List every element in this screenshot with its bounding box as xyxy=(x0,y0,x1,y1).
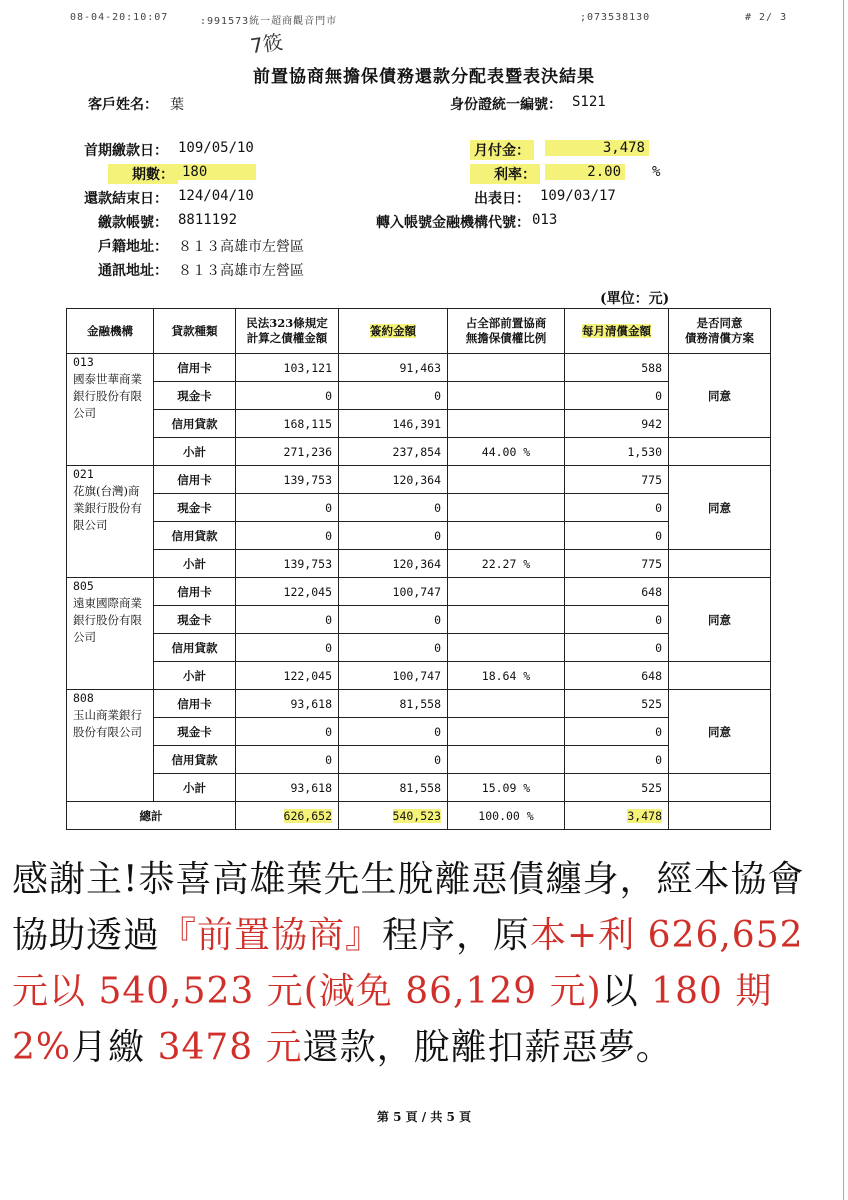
table-row xyxy=(67,382,771,410)
header-agree: 是否同意 債務清償方案 xyxy=(669,309,771,354)
loan-type-cell: 小計 xyxy=(154,550,236,578)
monthly-label: 月付金： xyxy=(470,140,534,160)
ratio-cell xyxy=(448,746,565,774)
contract-amount-cell: 0 xyxy=(339,494,448,522)
loan-type-cell: 小計 xyxy=(154,438,236,466)
table-row xyxy=(67,578,771,606)
monthly-cell: 648 xyxy=(565,662,669,690)
rate-value: 2.00 xyxy=(545,164,625,180)
table-row xyxy=(67,466,771,494)
page-title: 前置協商無擔保債務還款分配表暨表決結果 xyxy=(253,67,595,87)
issue-date-value: 109/03/17 xyxy=(540,188,616,204)
table-row xyxy=(67,634,771,662)
contract-amount-cell: 100,747 xyxy=(339,662,448,690)
legal-amount-cell: 0 xyxy=(236,746,339,774)
handwritten-scribble: 7筱 xyxy=(248,29,285,59)
table-row xyxy=(67,410,771,438)
loan-type-cell: 信用卡 xyxy=(154,690,236,718)
ratio-cell xyxy=(448,466,565,494)
ratio-cell xyxy=(448,410,565,438)
table-row xyxy=(67,662,771,690)
empty-cell xyxy=(669,662,771,690)
institution-cell: 808 玉山商業銀行股份有限公司 xyxy=(67,690,154,802)
monthly-cell: 525 xyxy=(565,690,669,718)
legal-amount-cell: 122,045 xyxy=(236,578,339,606)
loan-type-cell: 信用貸款 xyxy=(154,746,236,774)
total-label: 總計 xyxy=(67,802,236,830)
table-row xyxy=(67,774,771,802)
legal-amount-cell: 139,753 xyxy=(236,550,339,578)
periods-label: 期數： xyxy=(108,164,178,184)
header-institution: 金融機構 xyxy=(67,309,154,354)
fax-datetime: 08-04-20:10:07 xyxy=(70,12,169,23)
contract-amount-cell: 120,364 xyxy=(339,466,448,494)
household-address-value: ８１３高雄市左營區 xyxy=(178,239,304,255)
institution-cell: 805 遠東國際商業銀行股份有限公司 xyxy=(67,578,154,690)
repayment-table xyxy=(66,308,771,830)
loan-type-cell: 小計 xyxy=(154,662,236,690)
bank-code-label: 轉入帳號金融機構代號： xyxy=(376,215,530,231)
legal-amount-cell: 139,753 xyxy=(236,466,339,494)
legal-amount-cell: 0 xyxy=(236,718,339,746)
empty-cell xyxy=(669,438,771,466)
contract-amount-cell: 0 xyxy=(339,606,448,634)
monthly-cell: 0 xyxy=(565,382,669,410)
contract-amount-cell: 146,391 xyxy=(339,410,448,438)
ratio-cell xyxy=(448,718,565,746)
legal-amount-cell: 93,618 xyxy=(236,690,339,718)
contract-amount-cell: 0 xyxy=(339,634,448,662)
monthly-cell: 588 xyxy=(565,354,669,382)
contract-amount-cell: 81,558 xyxy=(339,774,448,802)
agree-cell: 同意 xyxy=(669,466,771,550)
legal-amount-cell: 103,121 xyxy=(236,354,339,382)
agree-cell: 同意 xyxy=(669,578,771,662)
agree-cell: 同意 xyxy=(669,690,771,774)
total-row xyxy=(67,802,771,830)
end-date-label: 還款結束日： xyxy=(84,191,168,207)
monthly-cell: 0 xyxy=(565,718,669,746)
table-row xyxy=(67,746,771,774)
legal-amount-cell: 0 xyxy=(236,522,339,550)
ratio-cell xyxy=(448,634,565,662)
loan-type-cell: 現金卡 xyxy=(154,606,236,634)
header-loan-type: 貸款種類 xyxy=(154,309,236,354)
first-pay-value: 109/05/10 xyxy=(178,140,254,156)
ratio-cell: 22.27 % xyxy=(448,550,565,578)
loan-type-cell: 信用貸款 xyxy=(154,410,236,438)
table-row xyxy=(67,494,771,522)
ratio-cell xyxy=(448,606,565,634)
mail-address-label: 通訊地址： xyxy=(98,263,168,279)
ratio-cell xyxy=(448,494,565,522)
ratio-cell: 44.00 % xyxy=(448,438,565,466)
ratio-cell xyxy=(448,522,565,550)
rate-unit: % xyxy=(652,164,661,180)
testimonial-note: 感謝主!恭喜高雄葉先生脫離惡債纏身，經本協會協助透過『前置協商』程序，原本+利 626,652 元以 540,523 元(減免 86,129 元)以 180 期 2%月繳 3478 元還款，脫離扣薪惡夢。 xyxy=(12,859,805,1068)
monthly-cell: 775 xyxy=(565,466,669,494)
total-legal-cell: 626,652 xyxy=(236,802,339,830)
empty-cell xyxy=(669,550,771,578)
institution-cell: 021 花旗(台灣)商業銀行股份有限公司 xyxy=(67,466,154,578)
legal-amount-cell: 271,236 xyxy=(236,438,339,466)
legal-amount-cell: 0 xyxy=(236,382,339,410)
table-row xyxy=(67,354,771,382)
contract-amount-cell: 91,463 xyxy=(339,354,448,382)
mail-address-value: ８１３高雄市左營區 xyxy=(178,263,304,279)
customer-label: 客戶姓名： xyxy=(88,97,158,113)
table-row xyxy=(67,550,771,578)
monthly-cell: 0 xyxy=(565,606,669,634)
account-label: 繳款帳號： xyxy=(98,215,168,231)
monthly-cell: 0 xyxy=(565,494,669,522)
header-legal-amount: 民法323條規定 計算之債權金額 xyxy=(236,309,339,354)
monthly-cell: 0 xyxy=(565,522,669,550)
total-monthly-cell: 3,478 xyxy=(565,802,669,830)
fax-phone: ;073538130 xyxy=(580,12,651,23)
contract-amount-cell: 81,558 xyxy=(339,690,448,718)
legal-amount-cell: 0 xyxy=(236,634,339,662)
total-ratio-cell: 100.00 % xyxy=(448,802,565,830)
loan-type-cell: 信用卡 xyxy=(154,466,236,494)
loan-type-cell: 信用貸款 xyxy=(154,522,236,550)
agree-cell: 同意 xyxy=(669,354,771,438)
household-address-label: 戶籍地址： xyxy=(98,239,168,255)
end-date-value: 124/04/10 xyxy=(178,188,254,204)
first-pay-label: 首期繳款日： xyxy=(84,143,168,159)
id-value: S121 xyxy=(572,94,606,110)
table-row xyxy=(67,438,771,466)
header-contract: 簽約金額 xyxy=(339,309,448,354)
account-value: 8811192 xyxy=(178,212,238,228)
contract-amount-cell: 237,854 xyxy=(339,438,448,466)
fax-sender: :991573統一超商觀音門市 xyxy=(200,16,338,27)
loan-type-cell: 現金卡 xyxy=(154,718,236,746)
rate-label: 利率： xyxy=(470,164,540,184)
issue-date-label: 出表日： xyxy=(474,191,530,207)
empty-cell xyxy=(669,774,771,802)
fax-page: # 2/ 3 xyxy=(745,12,788,23)
loan-type-cell: 信用卡 xyxy=(154,578,236,606)
page-edge-line xyxy=(843,0,844,1200)
bank-code-value: 013 xyxy=(532,212,558,228)
ratio-cell xyxy=(448,354,565,382)
monthly-value: 3,478 xyxy=(545,140,649,156)
table-row xyxy=(67,522,771,550)
monthly-cell: 942 xyxy=(565,410,669,438)
ratio-cell xyxy=(448,690,565,718)
legal-amount-cell: 122,045 xyxy=(236,662,339,690)
empty-cell xyxy=(669,802,771,830)
legal-amount-cell: 0 xyxy=(236,606,339,634)
customer-value: 葉 xyxy=(170,97,184,113)
contract-amount-cell: 0 xyxy=(339,522,448,550)
monthly-cell: 0 xyxy=(565,746,669,774)
unit-label: (單位：元) xyxy=(600,291,670,307)
legal-amount-cell: 93,618 xyxy=(236,774,339,802)
contract-amount-cell: 100,747 xyxy=(339,578,448,606)
contract-amount-cell: 0 xyxy=(339,382,448,410)
total-contract-cell: 540,523 xyxy=(339,802,448,830)
header-ratio: 占全部前置協商 無擔保債權比例 xyxy=(448,309,565,354)
table-row xyxy=(67,718,771,746)
legal-amount-cell: 168,115 xyxy=(236,410,339,438)
monthly-cell: 775 xyxy=(565,550,669,578)
loan-type-cell: 現金卡 xyxy=(154,382,236,410)
monthly-cell: 0 xyxy=(565,634,669,662)
monthly-cell: 648 xyxy=(565,578,669,606)
page-footer: 第 5 頁 / 共 5 頁 xyxy=(376,1110,472,1124)
periods-value: 180 xyxy=(178,164,256,180)
contract-amount-cell: 120,364 xyxy=(339,550,448,578)
legal-amount-cell: 0 xyxy=(236,494,339,522)
institution-cell: 013 國泰世華商業銀行股份有限公司 xyxy=(67,354,154,466)
loan-type-cell: 信用貸款 xyxy=(154,634,236,662)
ratio-cell xyxy=(448,578,565,606)
id-label: 身份證統一編號： xyxy=(450,97,562,113)
monthly-cell: 1,530 xyxy=(565,438,669,466)
monthly-cell: 525 xyxy=(565,774,669,802)
loan-type-cell: 小計 xyxy=(154,774,236,802)
ratio-cell xyxy=(448,382,565,410)
table-row xyxy=(67,690,771,718)
ratio-cell: 15.09 % xyxy=(448,774,565,802)
contract-amount-cell: 0 xyxy=(339,718,448,746)
contract-amount-cell: 0 xyxy=(339,746,448,774)
loan-type-cell: 現金卡 xyxy=(154,494,236,522)
header-monthly: 每月清償金額 xyxy=(565,309,669,354)
loan-type-cell: 信用卡 xyxy=(154,354,236,382)
table-row xyxy=(67,606,771,634)
ratio-cell: 18.64 % xyxy=(448,662,565,690)
